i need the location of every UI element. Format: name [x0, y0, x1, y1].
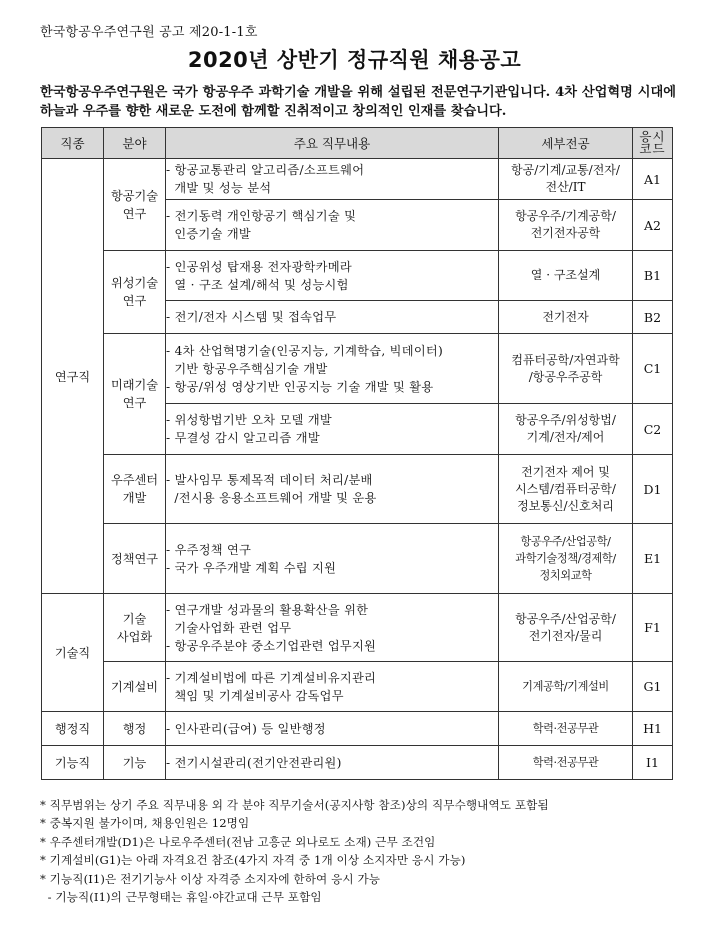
cell-line: 기계설비 — [110, 679, 159, 694]
duty-line: - 전기시설관리(전기안전관리원) — [166, 755, 342, 770]
table-row — [42, 712, 673, 746]
category-cell: 기능직 — [42, 746, 104, 780]
field-cell — [104, 334, 166, 455]
cell-line: 열 · 구조설계 — [530, 268, 601, 282]
cell-line: 전기전자/물리 — [528, 628, 603, 643]
intro-paragraph: 한국항공우주연구원은 국가 항공우주 과학기술 개발을 위해 설립된 전문연구기관입니다. 4차 산업혁명 시대에 하늘과 우주를 향한 새로운 도전에 함께할 진취적이고 창의적인 인재를 찾습니다. — [40, 85, 676, 119]
duty-line: - 연구개발 성과물의 활용확산을 위한 — [166, 602, 369, 617]
field-cell — [104, 712, 166, 746]
cell-line: 연구 — [122, 206, 147, 221]
cell-line: 정치외교학 — [539, 569, 592, 582]
duty-cell — [166, 712, 499, 746]
cell-line: 시스템/컴퓨터공학/ — [515, 481, 616, 496]
cell-line: 전기전자공학 — [530, 226, 601, 240]
duty-line: 열 · 구조 설계/해석 및 성능시험 — [166, 277, 349, 292]
field-cell — [104, 746, 166, 780]
note-line: * 기계설비(G1)는 아래 자격요건 참조(4가지 자격 중 1개 이상 소지자만 응시 가능) — [40, 853, 466, 868]
major-cell — [499, 301, 633, 334]
cell-line: 기계공학/기계설비 — [522, 680, 609, 693]
cell-line: 미래기술 — [110, 378, 159, 392]
duty-line: - 우주정책 연구 — [166, 542, 252, 557]
table-row — [42, 524, 673, 594]
field-cell — [104, 662, 166, 712]
cell-line: 개발 — [122, 491, 147, 505]
cell-line: 과학기술정책/경제학/ — [515, 552, 616, 565]
table-row — [42, 746, 673, 780]
header-code: 응시 코드 — [633, 128, 673, 159]
duty-line: - 항공/위성 영상기반 인공지능 기술 개발 및 활용 — [166, 379, 434, 394]
duty-line: 기술사업화 관련 업무 — [166, 620, 292, 635]
header-major: 세부전공 — [499, 128, 633, 159]
note-line: * 기능직(I1)은 전기기능사 이상 자격증 소지자에 한하여 응시 가능 — [40, 871, 381, 886]
cell-line: 정보통신/신호처리 — [517, 498, 614, 513]
duty-cell — [166, 301, 499, 334]
duty-line: - 발사임무 통제목적 데이터 처리/분배 — [166, 473, 373, 487]
duty-cell — [166, 746, 499, 780]
major-cell — [499, 712, 633, 746]
code-cell: F1 — [633, 594, 673, 662]
major-cell — [499, 524, 633, 594]
note-line: * 중복지원 불가이며, 채용인원은 12명임 — [40, 816, 250, 831]
note-line: - 기능직(I1)의 근무형태는 휴일·야간교대 근무 포함임 — [40, 890, 322, 905]
code-cell: C2 — [633, 404, 673, 455]
code-cell: E1 — [633, 524, 673, 594]
table-row — [42, 455, 673, 524]
duty-line: 기반 항공우주핵심기술 개발 — [166, 361, 328, 376]
footnotes — [40, 796, 549, 906]
major-cell — [499, 404, 633, 455]
note-line: * 직무범위는 상기 주요 직무내용 외 각 분야 직무기술서(공지사항 참조)상의 직무수행내역도 포함됨 — [40, 798, 549, 812]
major-cell — [499, 159, 633, 200]
major-cell — [499, 200, 633, 251]
duty-cell — [166, 159, 499, 200]
duty-line: - 위성항법기반 오차 모델 개발 — [166, 413, 332, 427]
recruitment-table — [41, 127, 673, 780]
duty-line: - 인공위성 탑재용 전자광학카메라 — [166, 259, 352, 274]
major-cell — [499, 662, 633, 712]
duty-cell — [166, 200, 499, 251]
table-row — [42, 251, 673, 301]
cell-line: 연구 — [122, 294, 147, 308]
major-cell — [499, 251, 633, 301]
cell-line: 항공우주/산업공학/ — [520, 535, 611, 548]
cell-line: 항공/기계/교통/전자/ — [511, 163, 620, 177]
cell-line: 행정 — [122, 721, 147, 736]
field-cell — [104, 251, 166, 334]
cell-line: 연구 — [122, 396, 147, 410]
table-row — [42, 159, 673, 200]
code-cell: A1 — [633, 159, 673, 200]
duty-line: - 항공교통관리 알고리즘/소프트웨어 — [166, 163, 365, 177]
table-header-row — [42, 128, 673, 159]
header-field: 분야 — [104, 128, 166, 159]
code-cell: G1 — [633, 662, 673, 712]
duty-cell — [166, 524, 499, 594]
cell-line: 정책연구 — [110, 551, 159, 566]
field-cell — [104, 524, 166, 594]
page-title: 2020년 상반기 정규직원 채용공고 — [187, 48, 522, 72]
cell-line: 학력·전공무관 — [532, 756, 599, 769]
duty-line: /전시용 응용소프트웨어 개발 및 운용 — [166, 491, 377, 505]
duty-line: - 전기동력 개인항공기 핵심기술 및 — [166, 209, 357, 223]
cell-line: 위성기술 — [110, 276, 159, 290]
field-cell — [104, 159, 166, 251]
note-line: * 우주센터개발(D1)은 나로우주센터(전남 고흥군 외나로도 소재) 근무 조건임 — [40, 834, 436, 849]
cell-line: 기술 — [122, 611, 147, 626]
notice-number: 한국항공우주연구원 공고 제20-1-1호 — [40, 25, 258, 40]
cell-line: 기계/전자/제어 — [526, 430, 605, 444]
duty-cell — [166, 251, 499, 301]
cell-line: 항공기술 — [110, 188, 159, 203]
duty-cell — [166, 404, 499, 455]
code-cell: B2 — [633, 301, 673, 334]
header-duties: 주요 직무내용 — [166, 128, 499, 159]
cell-line: 전기전자 제어 및 — [521, 464, 610, 479]
header-category: 직종 — [42, 128, 104, 159]
duty-line: - 4차 산업혁명기술(인공지능, 기계학습, 빅데이터) — [166, 343, 444, 358]
table-row — [42, 662, 673, 712]
cell-line: 우주센터 — [110, 473, 159, 487]
duty-cell — [166, 455, 499, 524]
cell-line: 전기전자 — [542, 309, 589, 324]
major-cell — [499, 455, 633, 524]
duty-line: - 항공우주분야 중소기업관련 업무지원 — [166, 638, 377, 653]
category-cell: 연구직 — [42, 159, 104, 594]
major-cell — [499, 594, 633, 662]
field-cell — [104, 594, 166, 662]
table-row — [42, 334, 673, 404]
duty-line: 책임 및 기계설비공사 감독업무 — [166, 688, 344, 703]
duty-cell — [166, 594, 499, 662]
duty-line: - 인사관리(급여) 등 일반행정 — [166, 721, 326, 736]
cell-line: 항공우주/기계공학/ — [515, 209, 616, 223]
major-cell — [499, 746, 633, 780]
duty-line: - 전기/전자 시스템 및 접속업무 — [166, 310, 337, 324]
cell-line: 학력·전공무관 — [532, 722, 599, 735]
code-cell: D1 — [633, 455, 673, 524]
cell-line: 사업화 — [116, 629, 153, 644]
major-cell — [499, 334, 633, 404]
category-cell: 기술직 — [42, 594, 104, 712]
code-cell: H1 — [633, 712, 673, 746]
code-cell: C1 — [633, 334, 673, 404]
duty-cell — [166, 662, 499, 712]
duty-line: 인증기술 개발 — [166, 227, 251, 241]
cell-line: 전산/IT — [545, 180, 586, 194]
duty-cell — [166, 334, 499, 404]
duty-line: - 무결성 감시 알고리즘 개발 — [166, 431, 320, 445]
cell-line: /항공우주공학 — [528, 369, 603, 384]
code-cell: I1 — [633, 746, 673, 780]
category-cell: 행정직 — [42, 712, 104, 746]
cell-line: 항공우주/위성항법/ — [515, 413, 616, 427]
duty-line: - 기계설비법에 따른 기계설비유지관리 — [166, 670, 377, 685]
table-row — [42, 594, 673, 662]
cell-line: 컴퓨터공학/자연과학 — [511, 352, 620, 367]
field-cell — [104, 455, 166, 524]
duty-line: 개발 및 성능 분석 — [166, 181, 272, 195]
duty-line: - 국가 우주개발 계획 수립 지원 — [166, 560, 337, 575]
code-cell: A2 — [633, 200, 673, 251]
cell-line: 항공우주/산업공학/ — [515, 611, 616, 626]
cell-line: 기능 — [122, 755, 147, 770]
code-cell: B1 — [633, 251, 673, 301]
